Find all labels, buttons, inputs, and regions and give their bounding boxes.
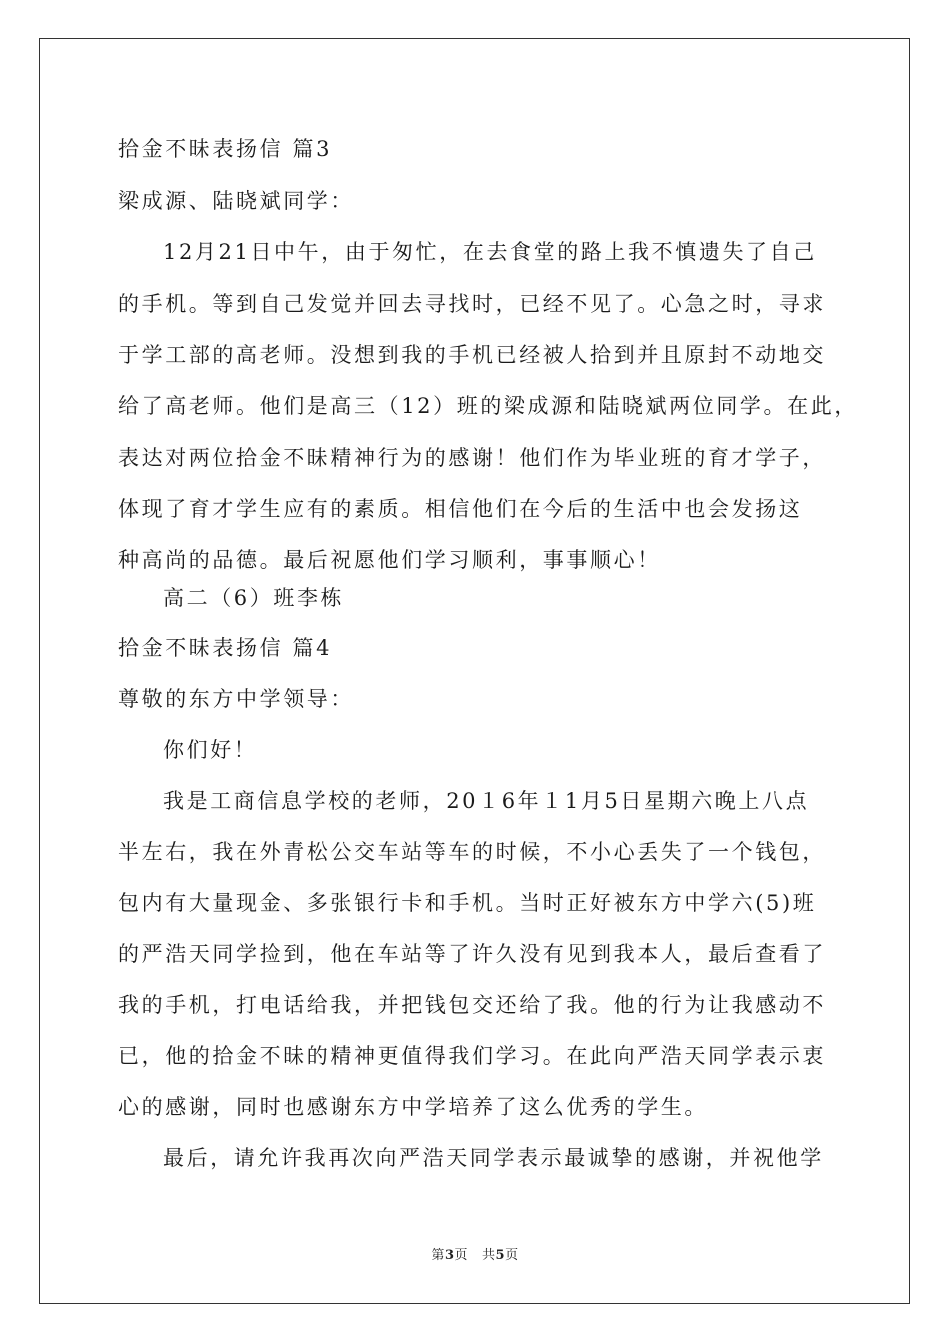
section-heading-3: 拾金不昧表扬信 篇3 <box>118 137 333 161</box>
paragraph-line: 体现了育才学生应有的素质。相信他们在今后的生活中也会发扬这 <box>118 497 803 521</box>
page-prefix: 第 <box>431 1248 445 1263</box>
paragraph-line: 心的感谢，同时也感谢东方中学培养了这么优秀的学生。 <box>118 1095 708 1119</box>
page-footer <box>0 1247 950 1265</box>
paragraph-line: 于学工部的高老师。没想到我的手机已经被人拾到并且原封不动地交 <box>118 343 826 367</box>
paragraph-line: 最后，请允许我再次向严浩天同学表示最诚挚的感谢，并祝他学 <box>163 1146 824 1170</box>
salutation-4: 尊敬的东方中学领导： <box>118 687 354 711</box>
total-pages-number: 5 <box>495 1248 506 1263</box>
greeting-4: 你们好！ <box>163 738 258 762</box>
total-suffix: 页 <box>505 1248 519 1263</box>
paragraph-line: 表达对两位拾金不昧精神行为的感谢！他们作为毕业班的育才学子， <box>118 446 826 470</box>
paragraph-line: 我的手机，打电话给我，并把钱包交还给了我。他的行为让我感动不 <box>118 993 826 1017</box>
paragraph-line: 包内有大量现金、多张银行卡和手机。当时正好被东方中学六(5)班 <box>118 891 817 915</box>
total-prefix: 共 <box>482 1248 496 1263</box>
page-suffix: 页 <box>454 1248 468 1263</box>
paragraph-line: 的严浩天同学捡到，他在车站等了许久没有见到我本人，最后查看了 <box>118 942 826 966</box>
current-page-number: 3 <box>444 1248 455 1263</box>
signature-3: 高二（6）班李栋 <box>163 586 345 610</box>
salutation-3: 梁成源、陆晓斌同学： <box>118 189 354 213</box>
paragraph-line: 12月21日中午，由于匆忙，在去食堂的路上我不慎遗失了自己 <box>163 240 817 264</box>
paragraph-line: 种高尚的品德。最后祝愿他们学习顺利，事事顺心！ <box>118 548 661 572</box>
paragraph-line: 我是工商信息学校的老师，20１6年１1月5日星期六晚上八点 <box>163 789 810 813</box>
paragraph-line: 给了高老师。他们是高三（12）班的梁成源和陆晓斌两位同学。在此， <box>118 394 858 418</box>
paragraph-line: 半左右，我在外青松公交车站等车的时候，不小心丢失了一个钱包， <box>118 840 826 864</box>
section-heading-4: 拾金不昧表扬信 篇4 <box>118 636 333 660</box>
paragraph-line: 已，他的拾金不昧的精神更值得我们学习。在此向严浩天同学表示衷 <box>118 1044 826 1068</box>
paragraph-line: 的手机。等到自己发觉并回去寻找时，已经不见了。心急之时，寻求 <box>118 292 826 316</box>
